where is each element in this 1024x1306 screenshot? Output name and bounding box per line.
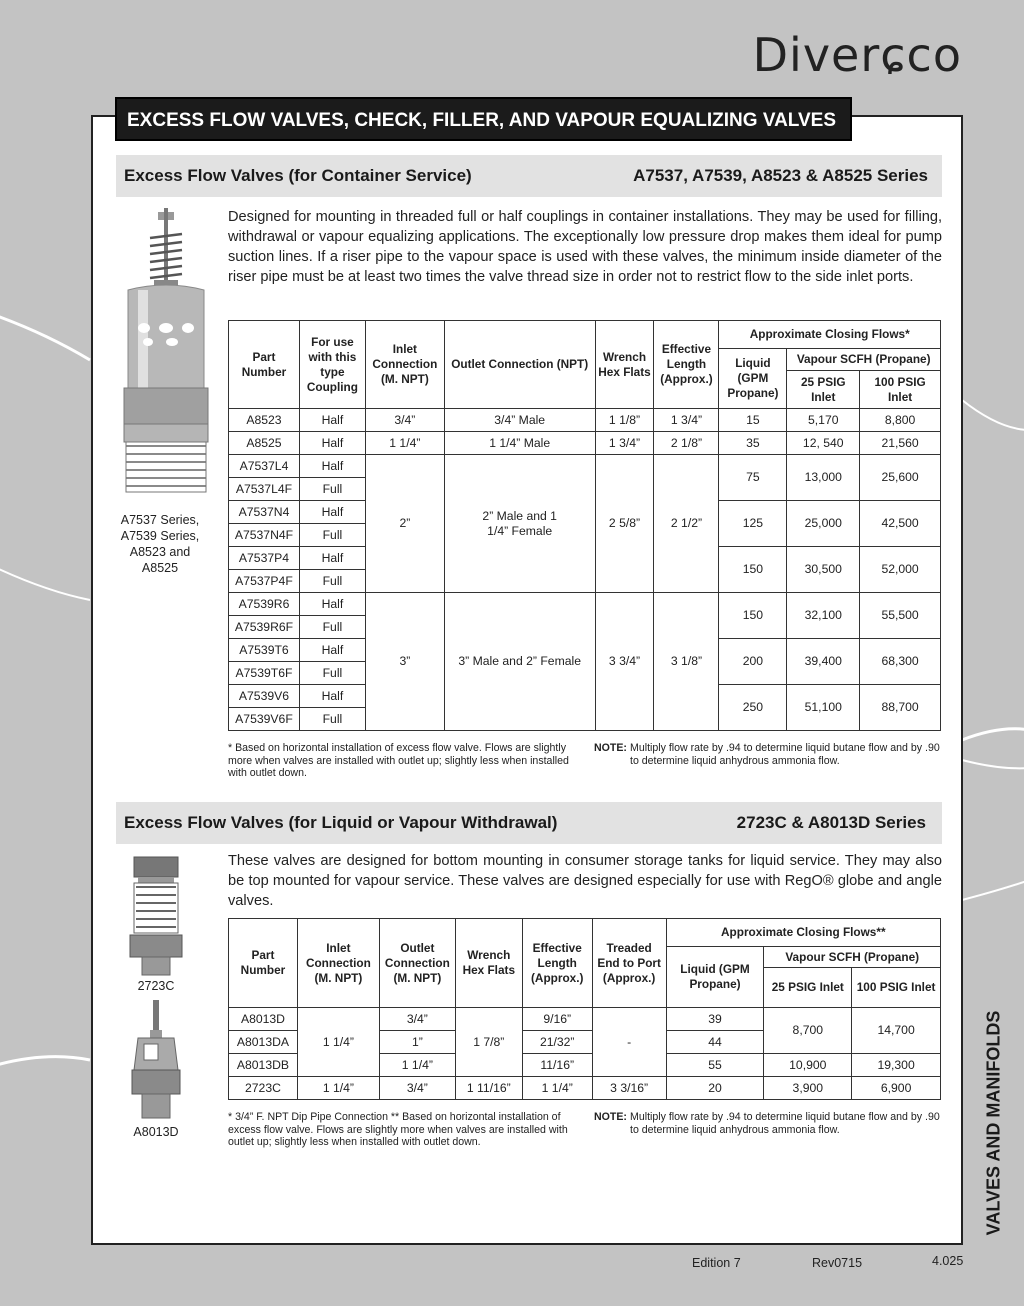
cell-25psig: 12, 540 <box>787 432 860 455</box>
table-row <box>229 1008 941 1031</box>
footnote-section2: * 3/4” F. NPT Dip Pipe Connection ** Based on horizontal installation of excess flow valve. Flows are slightly more when valves are installed with outlet up; slightly less when installed with outlet down. <box>228 1111 568 1148</box>
cell-part: A7539V6 <box>229 685 300 708</box>
header-treaded: Treaded End to Port (Approx.) <box>592 919 666 1008</box>
cell-25psig: 30,500 <box>787 547 860 593</box>
valve-photo-2723c <box>128 855 184 977</box>
cell-part: 2723C <box>229 1077 298 1100</box>
cell-coupling: Full <box>299 708 365 731</box>
valve-photo-a7537 <box>118 208 214 508</box>
header-100psig: 100 PSIG Inlet <box>852 968 941 1008</box>
cell-length: 9/16” <box>522 1008 592 1031</box>
cell-liquid: 250 <box>719 685 787 731</box>
note-section1 <box>594 742 944 767</box>
cell-outlet: 1” <box>379 1031 455 1054</box>
cell-inlet: 2” <box>365 455 444 593</box>
section-series: A7537, A7539, A8523 & A8525 Series <box>633 166 928 185</box>
cell-coupling: Full <box>299 662 365 685</box>
image-caption-2723c: 2723C <box>137 979 175 993</box>
cell-wrench: 1 11/16” <box>455 1077 522 1100</box>
cell-25psig: 32,100 <box>787 593 860 639</box>
header-coupling: For use with this type Coupling <box>299 321 365 409</box>
side-tab <box>972 1000 1016 1246</box>
cell-length: 1 1/4” <box>522 1077 592 1100</box>
header-25psig: 25 PSIG Inlet <box>764 968 852 1008</box>
section-description: Designed for mounting in threaded full or half couplings in container installations. They may be used for filling, withdrawal or vapour equalizing applications. The exceptionally low pressure drop makes them ideal for pump suction lines. If a riser pipe to the vapour space is used with these valves, the minimum inside diameter of the riser pipe must be at least two times the valve thread size in order not to restrict flow to the side inlet ports. <box>228 209 942 285</box>
cell-100psig: 19,300 <box>852 1054 941 1077</box>
cell-liquid: 75 <box>719 455 787 501</box>
cell-part: A7539T6 <box>229 639 300 662</box>
cell-coupling: Half <box>299 501 365 524</box>
cell-100psig: 55,500 <box>860 593 941 639</box>
cell-outlet: 2” Male and 1 1/4” Female <box>444 455 595 593</box>
footer-edition: Edition 7 <box>692 1256 741 1270</box>
cell-part: A7537P4 <box>229 547 300 570</box>
valve-photo-a8013d <box>128 1000 184 1122</box>
caption-line: A7537 Series, <box>120 513 200 527</box>
header-100psig: 100 PSIG Inlet <box>860 371 941 409</box>
page-banner: EXCESS FLOW VALVES, CHECK, FILLER, AND VAPOUR EQUALIZING VALVES <box>115 97 852 141</box>
cell-part: A7539V6F <box>229 708 300 731</box>
cell-liquid: 20 <box>666 1077 764 1100</box>
cell-outlet: 1 1/4” Male <box>444 432 595 455</box>
cell-coupling: Full <box>299 616 365 639</box>
cell-part: A7539R6F <box>229 616 300 639</box>
cell-inlet: 3” <box>365 593 444 731</box>
cell-part: A7537N4 <box>229 501 300 524</box>
cell-coupling: Full <box>299 570 365 593</box>
cell-treaded: 3 3/16” <box>592 1077 666 1100</box>
cell-100psig: 6,900 <box>852 1077 941 1100</box>
image-caption-a7537 <box>112 512 208 576</box>
caption-line: A8525 <box>141 561 179 575</box>
cell-outlet: 3/4” <box>379 1008 455 1031</box>
cell-liquid: 44 <box>666 1031 764 1054</box>
table-row <box>229 593 941 616</box>
header-length: Effective Length (Approx.) <box>654 321 719 409</box>
cell-wrench: 1 3/4” <box>595 432 654 455</box>
cell-liquid: 35 <box>719 432 787 455</box>
caption-line: A8523 and <box>129 545 191 559</box>
cell-100psig: 88,700 <box>860 685 941 731</box>
cell-part: A8013DA <box>229 1031 298 1054</box>
cell-25psig: 13,000 <box>787 455 860 501</box>
cell-treaded: - <box>592 1008 666 1077</box>
cell-inlet: 1 1/4” <box>297 1008 379 1077</box>
cell-part: A7539R6 <box>229 593 300 616</box>
spec-table-withdrawal <box>228 918 941 1100</box>
note-label: NOTE: <box>594 1111 627 1123</box>
header-length: Effective Length (Approx.) <box>522 919 592 1008</box>
section-title: Excess Flow Valves (for Container Service) <box>124 166 472 185</box>
header-25psig: 25 PSIG Inlet <box>787 371 860 409</box>
cell-25psig: 25,000 <box>787 501 860 547</box>
cell-100psig: 52,000 <box>860 547 941 593</box>
note-section2 <box>594 1111 944 1136</box>
cell-coupling: Half <box>299 432 365 455</box>
side-tab-label: VALVES AND MANIFOLDS <box>983 1010 1004 1236</box>
cell-length: 2 1/2” <box>654 455 719 593</box>
cell-liquid: 125 <box>719 501 787 547</box>
cell-outlet: 1 1/4” <box>379 1054 455 1077</box>
header-wrench: Wrench Hex Flats <box>595 321 654 409</box>
cell-100psig: 8,800 <box>860 409 941 432</box>
table-row <box>229 432 941 455</box>
header-vapour: Vapour SCFH (Propane) <box>764 947 941 968</box>
caption-line: A7539 Series, <box>120 529 200 543</box>
cell-100psig: 14,700 <box>852 1008 941 1054</box>
cell-inlet: 3/4” <box>365 409 444 432</box>
footer-revision: Rev0715 <box>812 1256 863 1270</box>
cell-coupling: Half <box>299 639 365 662</box>
cell-coupling: Half <box>299 685 365 708</box>
section-description: These valves are designed for bottom mounting in consumer storage tanks for liquid service. They may also be top mounted for vapour service. These valves are designed especially for use with RegO® globe and angle valves. <box>228 853 942 909</box>
brand-logo: Diverɕco <box>752 28 962 82</box>
table-row <box>229 455 941 478</box>
cell-coupling: Half <box>299 409 365 432</box>
cell-liquid: 200 <box>719 639 787 685</box>
cell-liquid: 55 <box>666 1054 764 1077</box>
cell-100psig: 25,600 <box>860 455 941 501</box>
footnote-section1: * Based on horizontal installation of excess flow valve. Flows are slightly more when valves are installed with outlet up; slightly less when installed with outlet down. <box>228 742 569 779</box>
cell-coupling: Half <box>299 593 365 616</box>
section-title: Excess Flow Valves (for Liquid or Vapour Withdrawal) <box>124 813 558 832</box>
cell-outlet: 3/4” <box>379 1077 455 1100</box>
cell-25psig: 51,100 <box>787 685 860 731</box>
cell-part: A7537N4F <box>229 524 300 547</box>
cell-coupling: Full <box>299 524 365 547</box>
footer-page-number: 4.025 <box>932 1254 964 1268</box>
image-caption-a8013d: A8013D <box>133 1125 179 1139</box>
header-closing-flows: Approximate Closing Flows** <box>666 919 940 947</box>
cell-25psig: 39,400 <box>787 639 860 685</box>
header-liquid: Liquid (GPM Propane) <box>666 947 764 1008</box>
header-wrench: Wrench Hex Flats <box>455 919 522 1008</box>
cell-wrench: 1 1/8” <box>595 409 654 432</box>
cell-wrench: 3 3/4” <box>595 593 654 731</box>
cell-25psig: 8,700 <box>764 1008 852 1054</box>
table-row <box>229 1077 941 1100</box>
cell-inlet: 1 1/4” <box>365 432 444 455</box>
cell-coupling: Half <box>299 455 365 478</box>
header-vapour: Vapour SCFH (Propane) <box>787 349 941 371</box>
cell-part: A7537L4F <box>229 478 300 501</box>
header-part-number: Part Number <box>229 321 300 409</box>
cell-liquid: 39 <box>666 1008 764 1031</box>
header-outlet: Outlet Connection (NPT) <box>444 321 595 409</box>
cell-outlet: 3” Male and 2” Female <box>444 593 595 731</box>
table-row <box>229 409 941 432</box>
cell-length: 2 1/8” <box>654 432 719 455</box>
note-text: Multiply flow rate by .94 to determine liquid butane flow and by .90 to determine liquid anhydrous ammonia flow. <box>630 1111 940 1136</box>
cell-length: 11/16” <box>522 1054 592 1077</box>
header-part-number: Part Number <box>229 919 298 1008</box>
cell-part: A8013DB <box>229 1054 298 1077</box>
cell-wrench: 2 5/8” <box>595 455 654 593</box>
cell-length: 21/32” <box>522 1031 592 1054</box>
header-inlet: Inlet Connection (M. NPT) <box>297 919 379 1008</box>
cell-part: A8523 <box>229 409 300 432</box>
cell-liquid: 15 <box>719 409 787 432</box>
cell-100psig: 42,500 <box>860 501 941 547</box>
section-header-withdrawal <box>116 802 942 844</box>
cell-part: A7537L4 <box>229 455 300 478</box>
cell-coupling: Full <box>299 478 365 501</box>
header-closing-flows: Approximate Closing Flows* <box>719 321 941 349</box>
note-text: Multiply flow rate by .94 to determine liquid butane flow and by .90 to determine liquid anhydrous ammonia flow. <box>630 742 940 767</box>
spec-table-container-service <box>228 320 941 731</box>
cell-100psig: 21,560 <box>860 432 941 455</box>
cell-liquid: 150 <box>719 547 787 593</box>
cell-liquid: 150 <box>719 593 787 639</box>
cell-coupling: Half <box>299 547 365 570</box>
cell-part: A7537P4F <box>229 570 300 593</box>
cell-part: A8525 <box>229 432 300 455</box>
cell-25psig: 3,900 <box>764 1077 852 1100</box>
header-outlet: Outlet Connection (M. NPT) <box>379 919 455 1008</box>
note-label: NOTE: <box>594 742 627 754</box>
cell-part: A8013D <box>229 1008 298 1031</box>
section-header-container-service <box>116 155 942 197</box>
cell-part: A7539T6F <box>229 662 300 685</box>
cell-inlet: 1 1/4” <box>297 1077 379 1100</box>
cell-length: 3 1/8” <box>654 593 719 731</box>
cell-25psig: 5,170 <box>787 409 860 432</box>
header-liquid: Liquid (GPM Propane) <box>719 349 787 409</box>
cell-wrench: 1 7/8” <box>455 1008 522 1077</box>
header-inlet: Inlet Connection (M. NPT) <box>365 321 444 409</box>
cell-length: 1 3/4” <box>654 409 719 432</box>
cell-25psig: 10,900 <box>764 1054 852 1077</box>
cell-100psig: 68,300 <box>860 639 941 685</box>
cell-outlet: 3/4” Male <box>444 409 595 432</box>
section-series: 2723C & A8013D Series <box>736 813 926 832</box>
